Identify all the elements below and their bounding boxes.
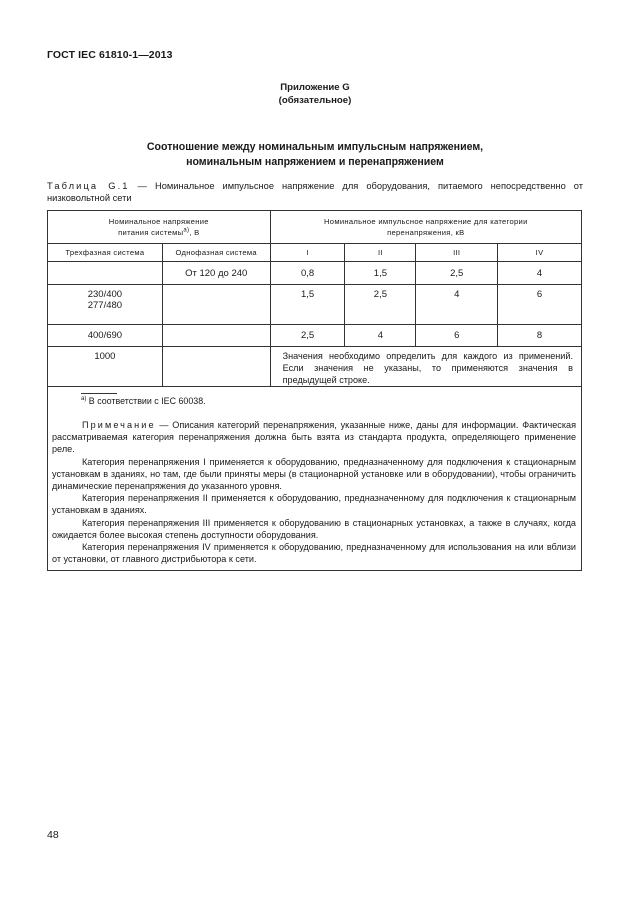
table-caption [47,180,583,204]
cell-value: 4 [498,262,582,285]
header-nominal-line2 [48,227,270,238]
footnote-divider [81,393,117,394]
header-nominal-voltage [48,211,271,244]
category-iii: III [416,244,498,262]
voltage-table [47,210,582,387]
note-category-iii: Категория перенапряжения III применяется к оборудованию в стационарных установках, а также в случаях, когда ожидается более высокая степень доступности оборудования. [52,517,576,540]
cell-value: 2,5 [416,262,498,285]
appendix-title: Приложение G [280,82,350,93]
header-impulse-line2: перенапряжения, кВ [387,228,465,237]
footnote-text: В соответствии с IEC 60038. [86,396,206,406]
header-nominal-unit: , В [189,228,200,237]
note-category-ii: Категория перенапряжения II применяется к оборудованию, предназначенному для подключения к стационарным установкам в зданиях. [52,493,576,516]
table-row [48,325,582,347]
cell-three-phase [48,262,163,285]
section-title [0,140,630,169]
page-number: 48 [47,829,59,841]
table-row [48,262,582,285]
cell-value: 6 [416,325,498,347]
subheader-single-phase: Однофазная система [162,244,270,262]
note-category-iv: Категория перенапряжения IV применяется к оборудованию, предназначенному для использования на или вблизи от установки, от главного дистрибьютора к сети. [52,542,576,565]
note-intro [52,419,576,456]
cell-single-phase [162,285,270,325]
header-nominal-text: питания системы [118,228,184,237]
cell-three-phase: 1000 [48,347,163,387]
cell-three-phase: 400/690 [48,325,163,347]
table-caption-text: — Номинальное импульсное напряжение для оборудования, питаемого непосредственно от низковольтной сети [47,181,584,204]
table-header-row [48,211,582,244]
category-i: I [270,244,345,262]
cell-value: 0,8 [270,262,345,285]
footnote [81,396,206,406]
category-ii: II [345,244,416,262]
header-impulse-voltage [270,211,581,244]
header-nominal-line1: Номинальное напряжение [108,217,209,226]
header-impulse-line1: Номинальное импульсное напряжение для категории [324,217,528,226]
cell-three-phase-line1: 230/400 [87,289,123,300]
cell-value: 2,5 [345,285,416,325]
cell-single-phase [162,347,270,387]
table-caption-label: Таблица G.1 [47,181,130,191]
cell-value: 4 [345,325,416,347]
cell-three-phase-line2: 277/480 [87,300,123,311]
note-label: Примечание [82,420,156,430]
note-intro-text: — Описания категорий перенапряжения, указанные ниже, даны для информации. Фактическая рассматриваемая категория перенапряжения должна быть взята из стандарта продукта, определяющего применение реле. [52,420,576,455]
section-title-line1: Соотношение между номинальным импульсным напряжением, [146,141,484,153]
cell-value: 1,5 [345,262,416,285]
cell-value: 1,5 [270,285,345,325]
cell-value: 6 [498,285,582,325]
cell-single-phase: От 120 до 240 [162,262,270,285]
cell-three-phase [48,285,163,325]
category-iv: IV [498,244,582,262]
table-row [48,285,582,325]
footnote-ref: a) [183,227,190,234]
appendix-status: (обязательное) [278,95,352,106]
cell-note: Значения необходимо определить для каждого из применений. Если значения не указаны, то применяются значения в предыдущей строке. [270,347,581,387]
cell-value: 8 [498,325,582,347]
cell-value: 4 [416,285,498,325]
note-category-i: Категория перенапряжения I применяется к оборудованию, предназначенному для подключения к стационарным установкам в зданиях, но там, где были приняты меры (в стационарной установке или в оборудовании), чтобы ограничить динамические перенапряжения до указанного уровня. [52,456,576,492]
subheader-three-phase: Трехфазная система [48,244,163,262]
cell-single-phase [162,325,270,347]
cell-value: 2,5 [270,325,345,347]
notes-block [52,419,576,565]
table-row [48,347,582,387]
standard-number: ГОСТ IEC 61810-1—2013 [47,49,173,61]
section-title-line2: номинальным напряжением и перенапряжением [186,155,444,168]
footnote-marker: a) [81,396,87,403]
table-subheader-row [48,244,582,262]
